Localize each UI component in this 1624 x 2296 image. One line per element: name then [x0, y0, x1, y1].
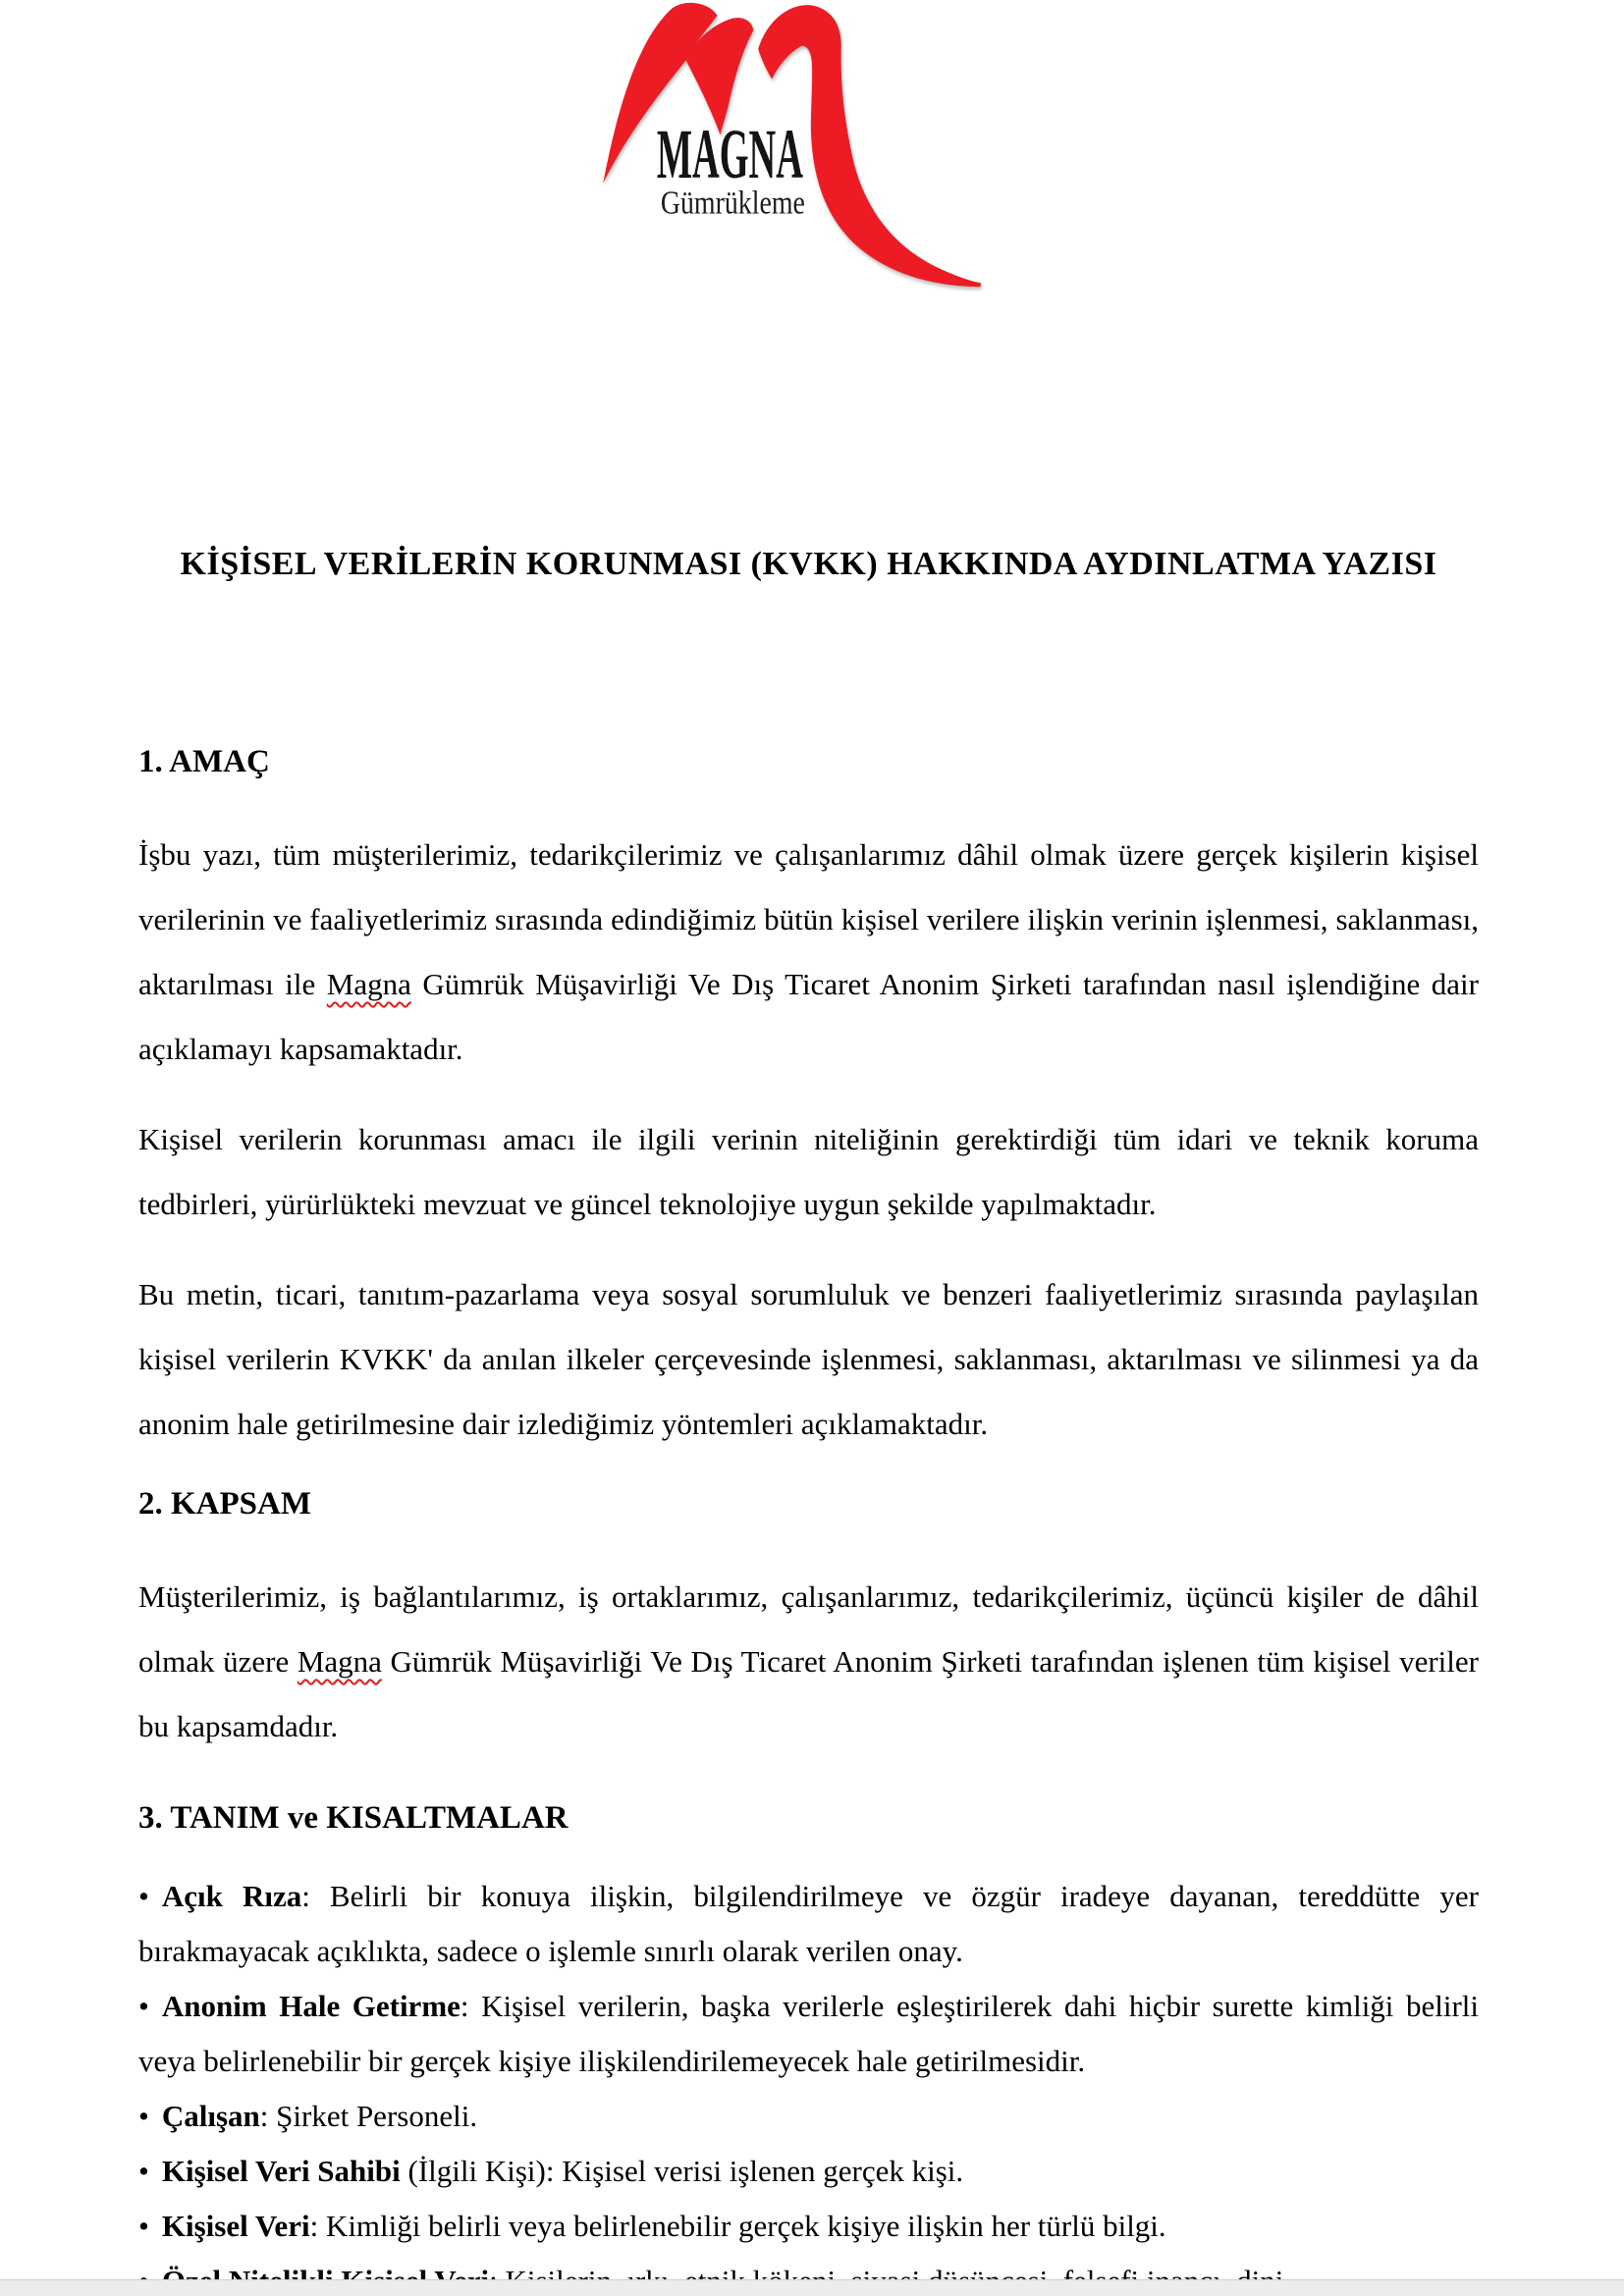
bullet-icon: • — [138, 2099, 149, 2133]
document-body — [0, 542, 1624, 2296]
section-heading-amac: 1. AMAÇ — [138, 744, 270, 779]
section-heading-tanimlar: 3. TANIM ve KISALTMALAR — [138, 1800, 568, 1836]
magna-logo — [589, 2, 992, 304]
list-item-kisisel-veri-sahibi — [138, 2144, 1479, 2199]
definition-term: Çalışan — [161, 2099, 260, 2133]
paragraph-text: Müşterilerimiz, iş bağlantılarımız, iş ortaklarımız, çalışanlarımız, tedarikçilerimiz, üçüncü kişiler de dâhil olmak üzere — [138, 1579, 1479, 1679]
list-item-kisisel-veri — [138, 2199, 1479, 2254]
bullet-icon: • — [138, 1879, 149, 1913]
list-item-calisan — [138, 2089, 1479, 2144]
definition-term: Kişisel Veri Sahibi — [161, 2154, 401, 2188]
paragraph-kapsam-1 — [138, 1565, 1479, 1759]
section-heading-kapsam: 2. KAPSAM — [138, 1486, 311, 1522]
list-item-acik-riza — [138, 1869, 1479, 1979]
spellcheck-underlined-word: Magna — [326, 967, 411, 1001]
bullet-icon: • — [138, 2209, 149, 2243]
horizontal-scrollbar-track[interactable] — [0, 2279, 1624, 2296]
paragraph-text: Gümrük Müşavirliği Ve Dış Ticaret Anonim Şirketi tarafından nasıl işlendiğine dair açıklamayı kapsamaktadır. — [138, 967, 1479, 1066]
definition-text: : Kişisel verilerin, başka verilerle eşleştirilerek dahi hiçbir surette kimliği belirli veya belirlenebilir bir gerçek kişiye ilişkilendirilemeyecek hale getirilmesidir. — [138, 1989, 1479, 2078]
paragraph-text: Gümrük Müşavirliği Ve Dış Ticaret Anonim Şirketi tarafından işlenen tüm kişisel veriler bu kapsamdadır. — [138, 1644, 1479, 1743]
paragraph-amac-2: Kişisel verilerin korunması amacı ile ilgili verinin niteliğinin gerektirdiği tüm idari ve teknik koruma tedbirleri, yürürlükteki mevzuat ve güncel teknolojiye uygun şekilde yapılmaktadır. — [138, 1122, 1479, 1221]
definition-text: : Şirket Personeli. — [259, 2099, 478, 2133]
list-item-anonim-hale-getirme — [138, 1979, 1479, 2089]
definition-list — [138, 1869, 1479, 2296]
paragraph-amac-1 — [138, 823, 1479, 1082]
definition-text: : Belirli bir konuya ilişkin, bilgilendirilmeye ve özgür iradeye dayanan, tereddütte yer bırakmayacak açıklıkta, sadece o işlemle sınırlı olarak verilen onay. — [138, 1879, 1479, 1968]
definition-mid: (İlgili Kişi) — [400, 2154, 546, 2188]
definition-text: : Kimliği belirli veya belirlenebilir gerçek kişiye ilişkin her türlü bilgi. — [309, 2209, 1166, 2243]
paragraph-text: İşbu yazı, tüm müşterilerimiz, tedarikçilerimiz ve çalışanlarımız dâhil olmak üzere gerçek kişilerin kişisel verilerinin ve faaliyetlerimiz sırasında edindiğimiz bütün kişisel verilere ilişkin verinin işlenmesi, saklanması, aktarılması ile — [138, 837, 1479, 1001]
definition-term: Açık Rıza — [161, 1879, 302, 1913]
logo-brand-text: MAGNA — [656, 115, 804, 193]
logo-subtitle-text: Gümrükleme — [660, 185, 805, 222]
paragraph-amac-3: Bu metin, ticari, tanıtım-pazarlama veya sosyal sorumluluk ve benzeri faaliyetlerimiz sırasında paylaşılan kişisel verilerin KVKK' da anılan ilkeler çerçevesinde işlenmesi, saklanması, aktarılması ve silinmesi ya da anonim hale getirilmesine dair izlediğimiz yöntemleri açıklamaktadır. — [138, 1277, 1479, 1441]
document-title: KİŞİSEL VERİLERİN KORUNMASI (KVKK) HAKKINDA AYDINLATMA YAZISI — [180, 546, 1437, 582]
definition-text: : Kişisel verisi işlenen gerçek kişi. — [545, 2154, 964, 2188]
bullet-icon: • — [138, 2154, 149, 2188]
spellcheck-underlined-word: Magna — [297, 1644, 382, 1679]
logo-row — [0, 0, 1624, 306]
definition-term: Kişisel Veri — [161, 2209, 310, 2243]
bullet-icon: • — [138, 1989, 149, 2023]
definition-term: Anonim Hale Getirme — [161, 1989, 460, 2023]
